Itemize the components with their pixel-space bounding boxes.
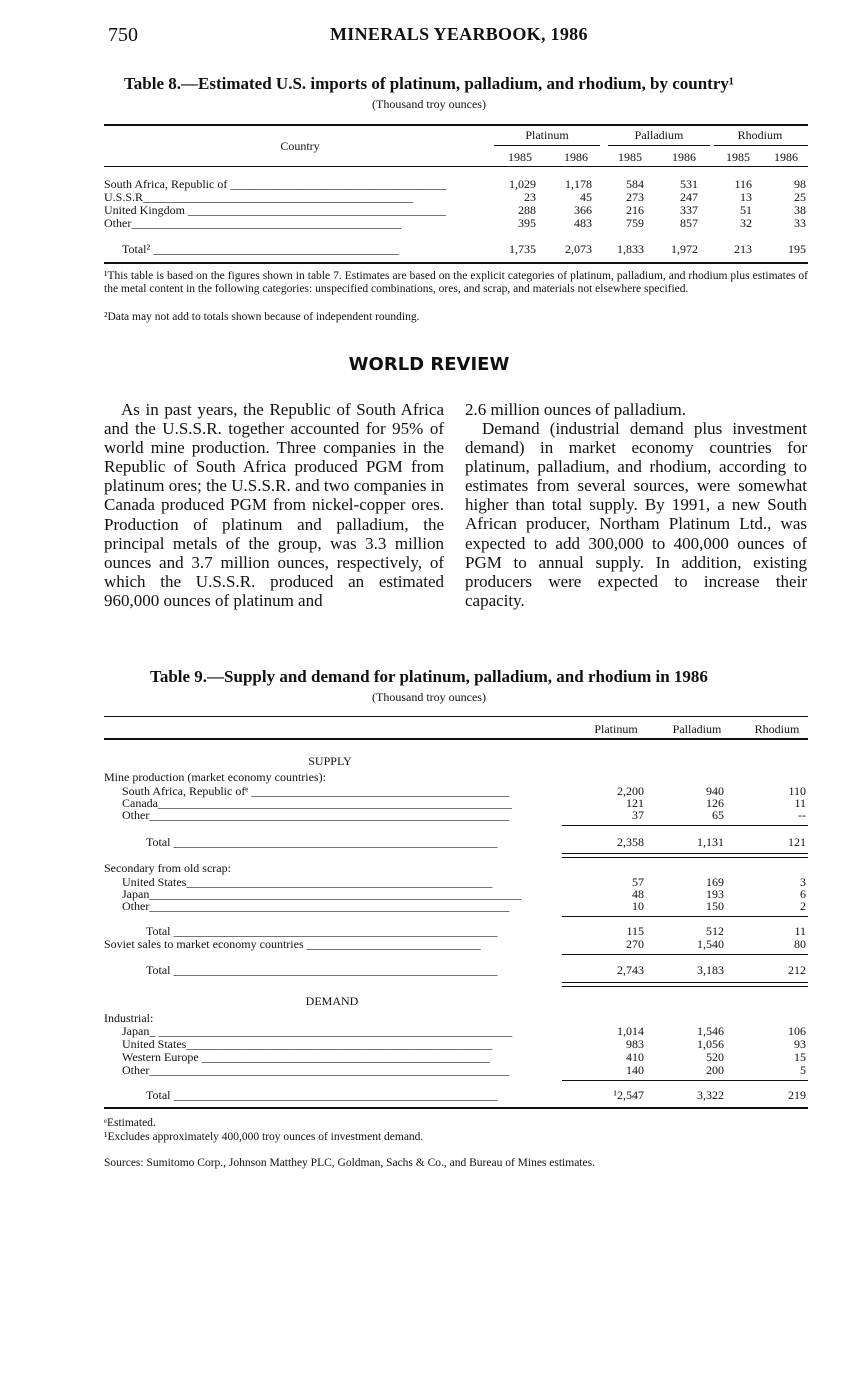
table-total-label: Total ______________________________________________________ [146,964,498,977]
table8-country-header: Country [280,139,320,153]
table-cell: 45 [580,190,592,204]
section-heading: WORLD REVIEW [348,354,510,375]
table-cell: 2,200 [617,784,644,798]
table9-bottom-rule [104,1107,808,1109]
table-cell: 98 [794,177,806,191]
table-cell: 270 [626,937,644,951]
table-total-cell: 3,183 [697,963,724,977]
subtotal-rule [562,1080,808,1081]
total-rule [562,986,808,987]
table9-col-platinum: Platinum [594,722,638,736]
table8-group-palladium: Palladium [634,128,684,142]
table8-year: 1986 [672,150,696,164]
table-cell: 37 [632,808,644,822]
table-cell: 395 [518,216,536,230]
table-total-cell: 1,972 [671,242,698,256]
table8-group-rule [714,145,808,146]
table-cell: 6 [800,887,806,901]
table-total-cell: 115 [626,924,644,938]
table-total-cell: 11 [794,924,806,938]
table-cell: 116 [734,177,752,191]
table-cell: 337 [680,203,698,217]
total-rule [562,857,808,858]
table9-sources: Sources: Sumitomo Corp., Johnson Matthey PLC, Goldman, Sachs & Co., and Bureau of Mines estimates. [104,1157,595,1169]
table-cell: 520 [706,1050,724,1064]
table-cell: 32 [740,216,752,230]
table-cell: 584 [626,177,644,191]
body-paragraph: 2.6 million ounces of palladium. [465,400,686,419]
table-cell: 1,178 [565,177,592,191]
table9-col-palladium: Palladium [672,722,722,736]
table-cell: 126 [706,796,724,810]
table8-top-rule [104,124,808,126]
table-cell: 57 [632,875,644,889]
table-cell: 15 [794,1050,806,1064]
table-cell: 65 [712,808,724,822]
table-cell: 273 [626,190,644,204]
subtotal-rule [562,825,808,826]
total-rule [562,982,808,983]
table-cell: 106 [788,1024,806,1038]
table-cell: 1,029 [509,177,536,191]
table-cell: 48 [632,887,644,901]
table-cell: 857 [680,216,698,230]
table-cell: 531 [680,177,698,191]
table-cell: 1,056 [697,1037,724,1051]
table-cell: 940 [706,784,724,798]
table-total-label: Total ______________________________________________________ [146,836,498,849]
table-cell: 288 [518,203,536,217]
table-cell: 80 [794,937,806,951]
table-total-cell: 212 [788,963,806,977]
table-cell: 10 [632,899,644,913]
table-cell: 38 [794,203,806,217]
table9-col-rhodium: Rhodium [754,722,800,736]
table-cell: 110 [788,784,806,798]
table-row-label: Other____________________________________________________________ [122,809,510,822]
table-total-cell: 3,322 [697,1088,724,1102]
table-row-label: United States___________________________________________________ [122,876,493,889]
table8-footnote-2: ²Data may not add to totals shown because of independent rounding. [104,311,420,323]
table8-group-platinum: Platinum [525,128,569,142]
table-cell: 13 [740,190,752,204]
supply-heading: SUPPLY [308,754,352,768]
table-total-label: Total ______________________________________________________ [146,925,498,938]
table-total-cell: 121 [788,835,806,849]
mine-heading: Mine production (market economy countries): [104,770,326,784]
table-row-label: Soviet sales to market economy countries _____________________________ [104,938,481,951]
table-cell: 247 [680,190,698,204]
table8-year: 1985 [618,150,642,164]
table-cell: 410 [626,1050,644,1064]
table-row-label: Japan______________________________________________________________ [122,888,522,901]
table-row-label: Other_____________________________________________ [104,217,402,230]
running-title: MINERALS YEARBOOK, 1986 [330,24,588,44]
table-cell: 33 [794,216,806,230]
table-total-cell: ¹2,547 [613,1088,644,1102]
table9-footnote-2: ¹Excludes approximately 400,000 troy ounces of investment demand. [104,1131,424,1143]
table-row-label: Canada___________________________________________________________ [122,797,512,810]
table-cell: 150 [706,899,724,913]
table-cell: 216 [626,203,644,217]
table9-unit: (Thousand troy ounces) [372,690,486,704]
industrial-heading: Industrial: [104,1011,154,1025]
table-row-label: U.S.S.R_____________________________________________ [104,191,414,204]
table-row-label: United Kingdom ___________________________________________ [104,204,446,217]
subtotal-rule [562,954,808,955]
table8-year: 1985 [508,150,532,164]
subtotal-rule [562,916,808,917]
table-row-label: Other____________________________________________________________ [122,900,510,913]
table-row-label: Japan_ ___________________________________________________________ [122,1025,513,1038]
table-total-cell: 2,743 [617,963,644,977]
table8-group-rule [608,145,710,146]
table-cell: 25 [794,190,806,204]
page-number: 750 [108,24,138,46]
table-cell: 169 [706,875,724,889]
demand-heading: DEMAND [305,994,359,1008]
table-cell: 1,014 [617,1024,644,1038]
body-paragraph: As in past years, the Republic of South Africa and the U.S.S.R. together accounted for 95% of world mine production. Three companies in the Republic of South Africa produced PGM from platinum ores; the U.S.S.R. and two companies in Canada produced PGM from nickel-copper ores. Production of platinum and palladium, the principal metals of the group, was 3.3 million ounces and 3.7 million ounces, respectively, of which the U.S.S.R. produced an estimated 960,000 ounces of platinum and [104,400,444,610]
table-cell: 1,540 [697,937,724,951]
table-row-label: South Africa, Republic ofᵉ ___________________________________________ [122,785,510,798]
table-cell: 983 [626,1037,644,1051]
table-row-label: Western Europe ________________________________________________ [122,1051,490,1064]
table-total-cell: 1,833 [617,242,644,256]
table8-unit: (Thousand troy ounces) [372,97,486,111]
table-cell: 140 [626,1063,644,1077]
table-row-label: Other____________________________________________________________ [122,1064,510,1077]
table-cell: 483 [574,216,592,230]
table-total-label: Total² _________________________________________ [122,243,400,256]
table-total-cell: 195 [788,242,806,256]
table-cell: 3 [800,875,806,889]
table9-header-rule [104,738,808,740]
table-total-cell: 213 [734,242,752,256]
table-cell: 2 [800,899,806,913]
table-cell: 1,546 [697,1024,724,1038]
table-total-cell: 1,735 [509,242,536,256]
table9-footnote-1: ᵉEstimated. [104,1117,156,1129]
table8-year: 1986 [774,150,798,164]
table-cell: 5 [800,1063,806,1077]
table-total-cell: 219 [788,1088,806,1102]
table-cell: 193 [706,887,724,901]
table-total-cell: 512 [706,924,724,938]
table8-year: 1985 [726,150,750,164]
table9-top-rule [104,716,808,717]
scrap-heading: Secondary from old scrap: [104,861,231,875]
table-total-label: Total ______________________________________________________ [146,1089,498,1102]
table-cell: 51 [740,203,752,217]
table-total-cell: 2,358 [617,835,644,849]
table-cell: 23 [524,190,536,204]
table9-title: Table 9.—Supply and demand for platinum, palladium, and rhodium in 1986 [150,667,708,686]
table8-group-rule [494,145,600,146]
table8-bottom-rule [104,262,808,264]
table-cell: 11 [794,796,806,810]
table8-title: Table 8.—Estimated U.S. imports of platinum, palladium, and rhodium, by country¹ [124,74,734,93]
total-rule [562,853,808,854]
table-row-label: South Africa, Republic of ____________________________________ [104,178,447,191]
table-cell: 366 [574,203,592,217]
table-cell: 759 [626,216,644,230]
table-total-cell: 2,073 [565,242,592,256]
table8-footnote-1: ¹This table is based on the figures shown in table 7. Estimates are based on the explicit categories of platinum, palladium, and rhodium plus estimates of the metal content in the following categories: unspecified combinations, ores, and scrap, and materials not elsewhere specified. [104,270,808,295]
table-row-label: United States___________________________________________________ [122,1038,493,1051]
table8-group-rhodium: Rhodium [737,128,783,142]
table8-header-rule [104,166,808,167]
table-cell: 93 [794,1037,806,1051]
table8-year: 1986 [564,150,588,164]
table-cell: 121 [626,796,644,810]
body-paragraph: Demand (industrial demand plus investment demand) in market economy countries for platinum, palladium, and rhodium, according to estimates from several sources, were somewhat higher than total supply. By 1991, a new South African producer, Northam Platinum Ltd., was expected to add 300,000 to 400,000 ounces of PGM to annual supply. In addition, existing producers were expected to increase their capacity. [465,419,807,610]
table-total-cell: 1,131 [697,835,724,849]
table-cell: 200 [706,1063,724,1077]
table-cell: -- [798,808,806,822]
